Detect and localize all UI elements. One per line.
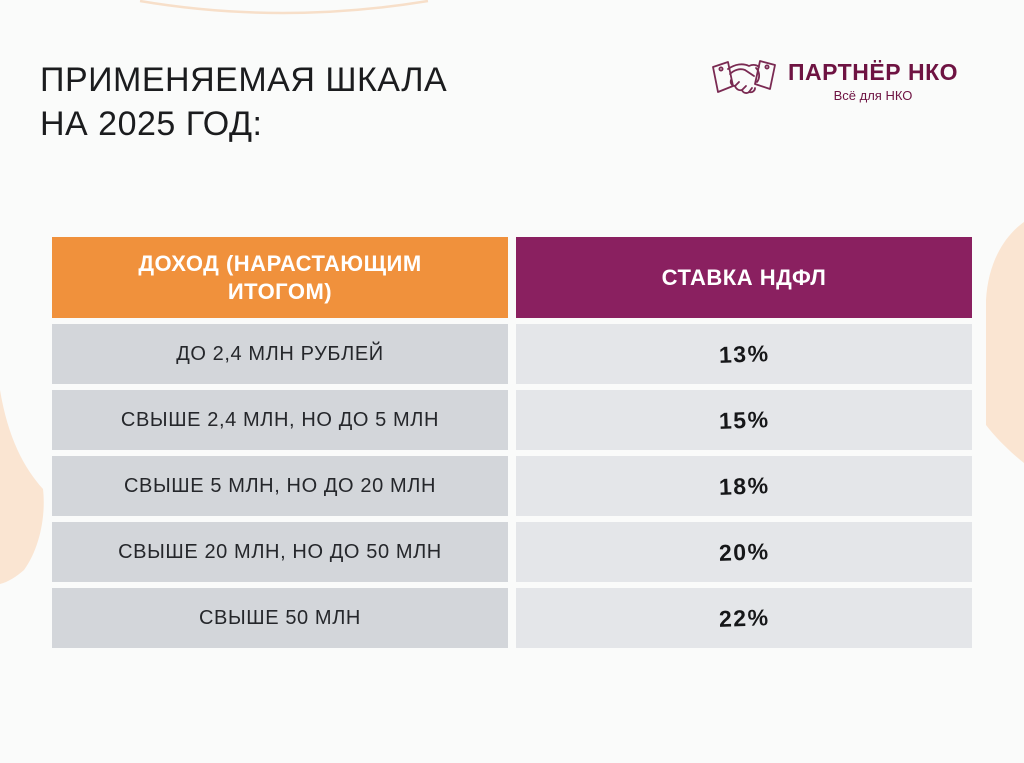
- page-title-line-2: НА 2025 ГОД:: [40, 105, 263, 143]
- rate-cell-row-1: [516, 324, 972, 384]
- rate-value: 22%: [718, 603, 770, 632]
- income-cell-row-5: СВЫШЕ 50 МЛН: [52, 588, 508, 648]
- rate-value: 13%: [718, 339, 770, 368]
- rate-cell-row-2: [516, 390, 972, 450]
- page-title-line-1: ПРИМЕНЯЕМАЯ ШКАЛА: [40, 61, 448, 99]
- page-title: [40, 58, 447, 146]
- income-cell-row-2: СВЫШЕ 2,4 МЛН, НО ДО 5 МЛН: [52, 390, 508, 450]
- handshake-icon: [710, 56, 778, 106]
- rate-cell-row-5: [516, 588, 972, 648]
- logo-text: [788, 59, 958, 103]
- logo-tagline: Всё для НКО: [833, 88, 913, 103]
- right-blob-shape: [986, 222, 1024, 463]
- income-column-header: ДОХОД (НАРАСТАЮЩИМ ИТОГОМ): [52, 237, 508, 318]
- rate-cell-row-4: [516, 522, 972, 582]
- rate-column-header: СТАВКА НДФЛ: [516, 237, 972, 318]
- rate-value: 15%: [718, 405, 770, 434]
- left-crescent-shape: [0, 390, 44, 584]
- top-arc-shape: [140, 1, 428, 13]
- income-cell-row-3: СВЫШЕ 5 МЛН, НО ДО 20 МЛН: [52, 456, 508, 516]
- tax-scale-table: [52, 237, 972, 648]
- income-cell-row-1: ДО 2,4 МЛН РУБЛЕЙ: [52, 324, 508, 384]
- rate-value: 18%: [718, 471, 770, 500]
- rate-value: 20%: [718, 537, 770, 566]
- logo: [710, 56, 958, 106]
- rate-cell-row-3: [516, 456, 972, 516]
- logo-name: ПАРТНЁР НКО: [788, 59, 958, 85]
- income-cell-row-4: СВЫШЕ 20 МЛН, НО ДО 50 МЛН: [52, 522, 508, 582]
